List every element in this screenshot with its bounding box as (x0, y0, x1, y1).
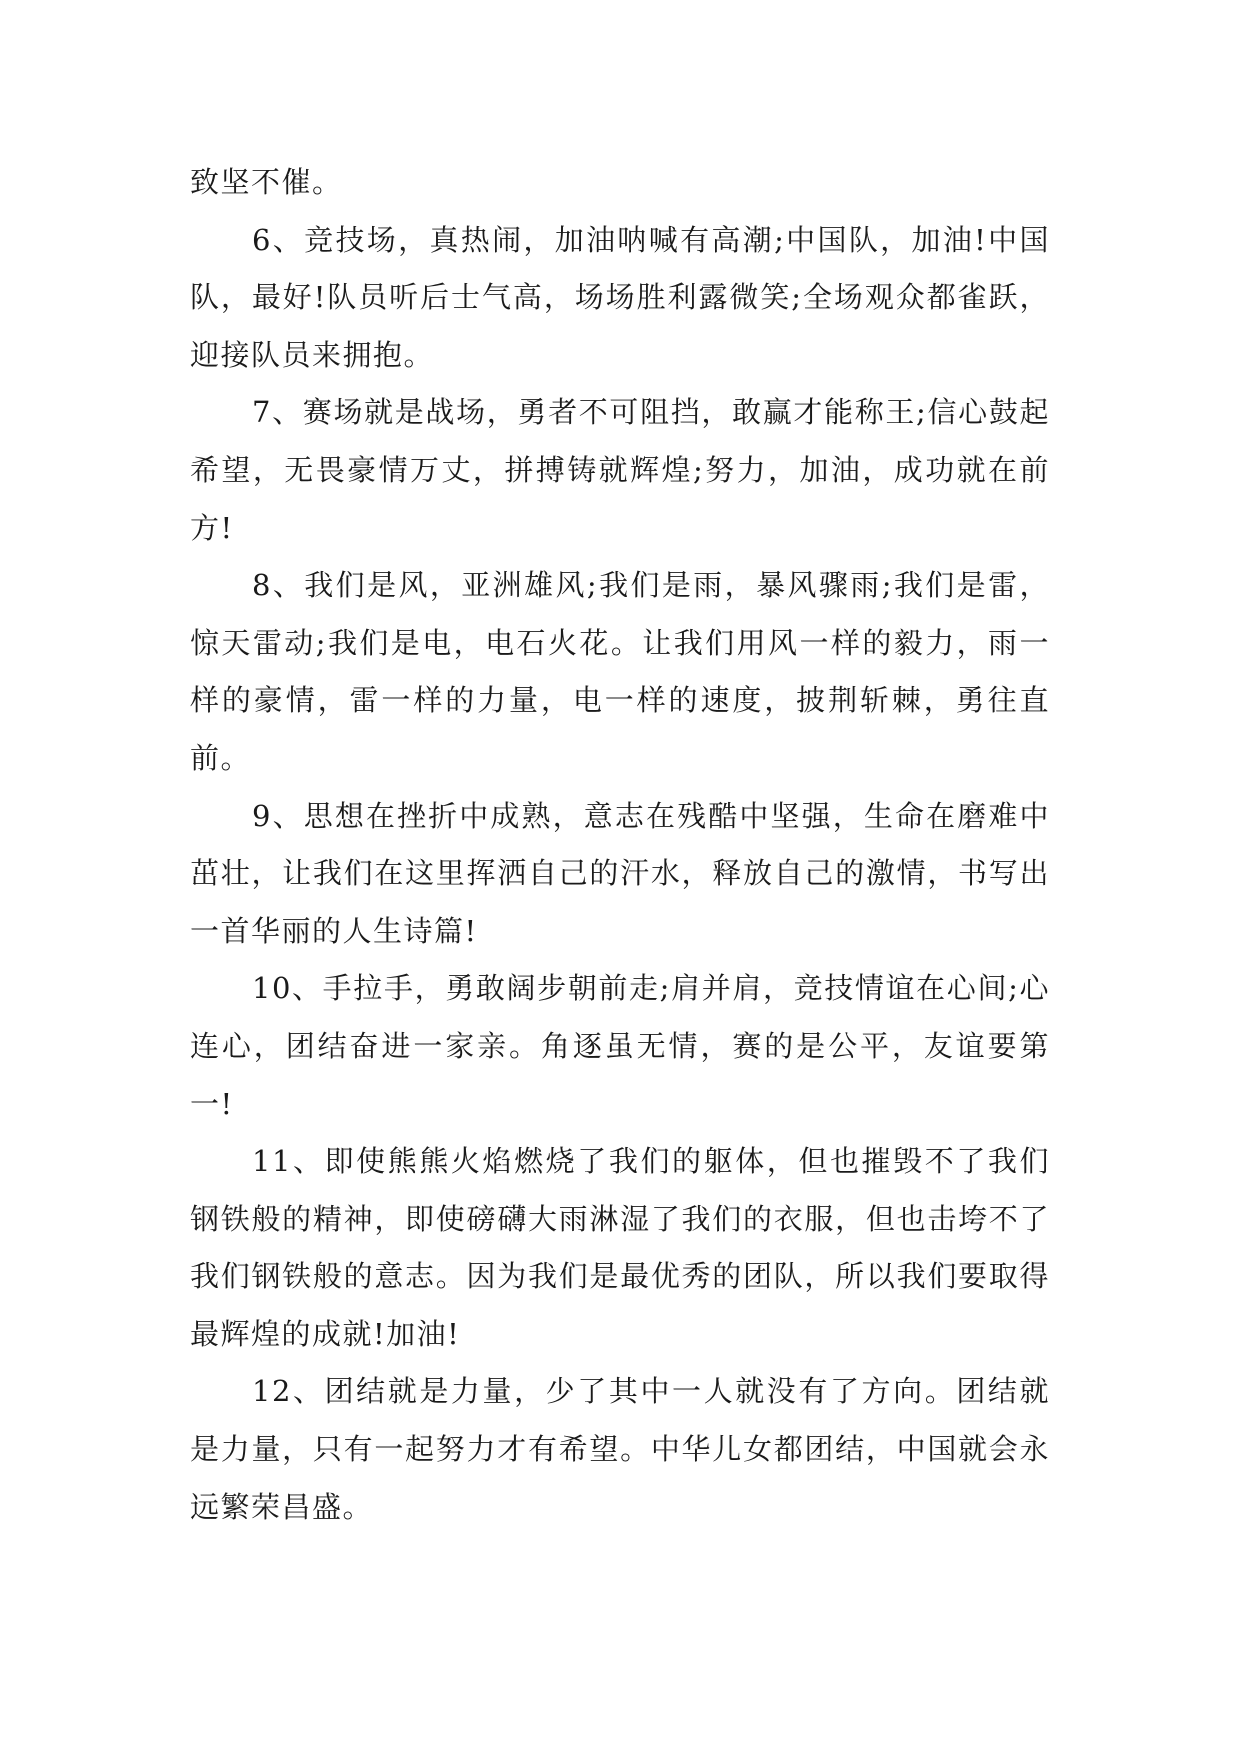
paragraph-item-10: 10、手拉手，勇敢阔步朝前走;肩并肩，竞技情谊在心间;心连心，团结奋进一家亲。角逐虽无情，赛的是公平，友谊要第一! (190, 971, 1050, 1121)
paragraph-item-12: 12、团结就是力量，少了其中一人就没有了方向。团结就是力量，只有一起努力才有希望。中华儿女都团结，中国就会永远繁荣昌盛。 (190, 1374, 1050, 1524)
paragraph-item-9: 9、思想在挫折中成熟，意志在残酷中坚强，生命在磨难中茁壮，让我们在这里挥洒自己的汗水，释放自己的激情，书写出一首华丽的人生诗篇! (190, 798, 1050, 948)
paragraph-item-11: 11、即使熊熊火焰燃烧了我们的躯体，但也摧毁不了我们钢铁般的精神，即使磅礴大雨淋湿了我们的衣服，但也击垮不了我们钢铁般的意志。因为我们是最优秀的团队，所以我们要取得最辉煌的成就!加油! (190, 1144, 1050, 1351)
paragraph-item-6: 6、竞技场，真热闹，加油呐喊有高潮;中国队，加油!中国队，最好!队员听后士气高，场场胜利露微笑;全场观众都雀跃，迎接队员来拥抱。 (190, 222, 1050, 372)
paragraph-item-8: 8、我们是风，亚洲雄风;我们是雨，暴风骤雨;我们是雷，惊天雷动;我们是电，电石火花。让我们用风一样的毅力，雨一样的豪情，雷一样的力量，电一样的速度，披荆斩棘，勇往直前。 (190, 568, 1050, 775)
paragraph-continuation: 致坚不催。 (190, 165, 343, 199)
paragraph-item-7: 7、赛场就是战场，勇者不可阻挡，敢赢才能称王;信心鼓起希望，无畏豪情万丈，拼搏铸就辉煌;努力，加油，成功就在前方! (190, 395, 1050, 545)
document-body (190, 154, 1050, 1536)
